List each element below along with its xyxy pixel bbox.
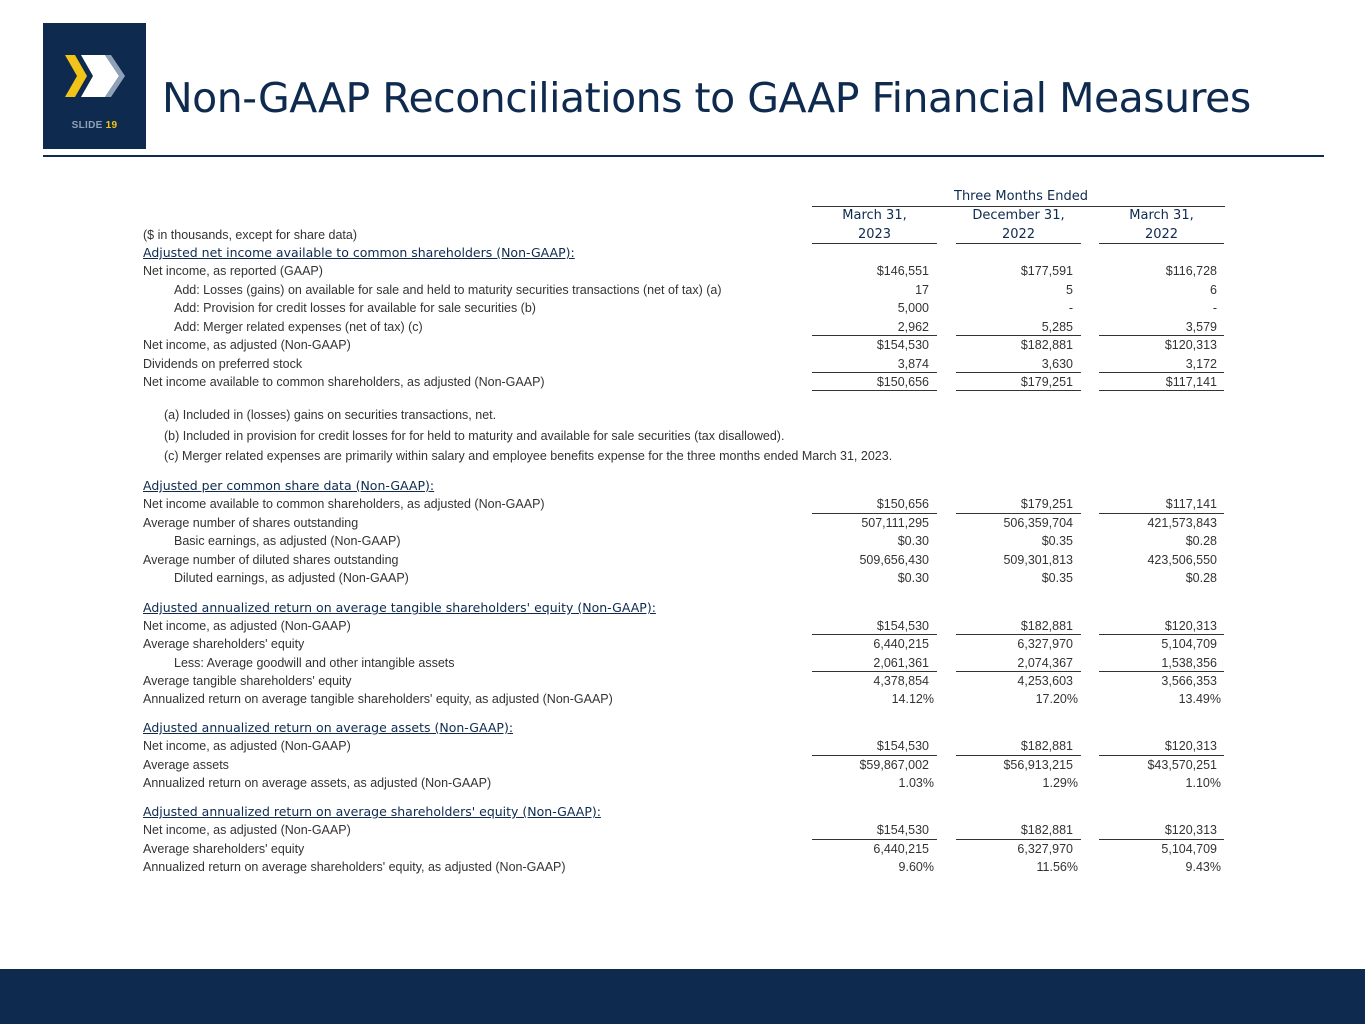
column-rule xyxy=(1099,390,1224,391)
value-cell: $120,313 xyxy=(1164,338,1217,352)
value-cell: 6,327,970 xyxy=(1017,637,1073,651)
value-cell: 5,104,709 xyxy=(1161,842,1217,856)
page-title: Non-GAAP Reconciliations to GAAP Financial Measures xyxy=(162,74,1251,122)
col-header-3-line2: 2022 xyxy=(1144,227,1179,242)
value-cell: $150,656 xyxy=(876,375,929,389)
value-cell: $0.28 xyxy=(1185,534,1217,548)
value-cell: $179,251 xyxy=(1020,375,1073,389)
value-cell: $154,530 xyxy=(876,619,929,633)
row-label: Net income, as reported (GAAP) xyxy=(143,264,323,278)
value-cell: $43,570,251 xyxy=(1147,758,1217,772)
value-cell: 3,579 xyxy=(1185,320,1217,334)
row-label: Add: Losses (gains) on available for sale and held to maturity securities transactions (net of tax) (a) xyxy=(174,283,722,297)
company-logo xyxy=(43,23,146,149)
row-label: Add: Provision for credit losses for available for sale securities (b) xyxy=(174,301,536,315)
footer-bar xyxy=(0,969,1365,1024)
section-heading: Adjusted per common share data (Non-GAAP): xyxy=(143,478,435,493)
row-label: Annualized return on average assets, as adjusted (Non-GAAP) xyxy=(143,776,492,790)
column-rule xyxy=(812,243,937,244)
value-cell: $182,881 xyxy=(1020,619,1073,633)
value-cell: 5,000 xyxy=(897,301,929,315)
value-cell: - xyxy=(1068,301,1073,315)
value-cell: 506,359,704 xyxy=(1003,516,1073,530)
row-label: Less: Average goodwill and other intangible assets xyxy=(174,656,455,670)
value-cell: $59,867,002 xyxy=(859,758,929,772)
footnote: (c) Merger related expenses are primarily within salary and employee benefits expense for the three months ended March 31, 2023. xyxy=(164,449,893,463)
row-label: Net income, as adjusted (Non-GAAP) xyxy=(143,823,351,837)
row-label: Dividends on preferred stock xyxy=(143,357,303,371)
row-label: Net income available to common shareholders, as adjusted (Non-GAAP) xyxy=(143,375,545,389)
value-cell: 509,656,430 xyxy=(859,553,929,567)
value-cell: 1.29% xyxy=(1042,776,1078,790)
value-cell: 3,172 xyxy=(1185,357,1217,371)
row-label: Average shareholders' equity xyxy=(143,842,305,856)
col-header-1-line1: March 31, xyxy=(842,208,907,223)
value-cell: $0.30 xyxy=(897,534,929,548)
section-heading: Adjusted annualized return on average shareholders' equity (Non-GAAP): xyxy=(143,804,601,819)
section-heading: Adjusted annualized return on average assets (Non-GAAP): xyxy=(143,720,514,735)
value-cell: 14.12% xyxy=(891,692,934,706)
value-cell: 1.03% xyxy=(898,776,934,790)
section-heading: Adjusted annualized return on average tangible shareholders' equity (Non-GAAP): xyxy=(143,600,656,615)
value-cell: 2,061,361 xyxy=(873,656,929,670)
value-cell: $0.28 xyxy=(1185,571,1217,585)
value-cell: $182,881 xyxy=(1020,338,1073,352)
value-cell: $150,656 xyxy=(876,497,929,511)
value-cell: $179,251 xyxy=(1020,497,1073,511)
value-cell: $0.35 xyxy=(1041,534,1073,548)
value-cell: $154,530 xyxy=(876,823,929,837)
row-label: Add: Merger related expenses (net of tax) (c) xyxy=(174,320,423,334)
value-cell: 3,874 xyxy=(897,357,929,371)
row-label: Basic earnings, as adjusted (Non-GAAP) xyxy=(174,534,401,548)
col-header-2-line1: December 31, xyxy=(972,208,1065,223)
row-label: Average shareholders' equity xyxy=(143,637,305,651)
value-cell: 5,104,709 xyxy=(1161,637,1217,651)
col-header-1-line2: 2023 xyxy=(857,227,892,242)
value-cell: - xyxy=(1212,301,1217,315)
value-cell: 421,573,843 xyxy=(1147,516,1217,530)
value-cell: 3,566,353 xyxy=(1161,674,1217,688)
value-cell: $182,881 xyxy=(1020,823,1073,837)
value-cell: 9.43% xyxy=(1185,860,1221,874)
value-cell: 1.10% xyxy=(1185,776,1221,790)
col-header-3-line1: March 31, xyxy=(1129,208,1194,223)
value-cell: 11.56% xyxy=(1036,860,1078,874)
period-header: Three Months Ended xyxy=(954,189,1088,204)
value-cell: 2,962 xyxy=(897,320,929,334)
value-cell: 5,285 xyxy=(1041,320,1073,334)
value-cell: $120,313 xyxy=(1164,619,1217,633)
row-label: Annualized return on average shareholders' equity, as adjusted (Non-GAAP) xyxy=(143,860,566,874)
value-cell: 507,111,295 xyxy=(861,516,929,530)
value-cell: $182,881 xyxy=(1020,739,1073,753)
period-header-rule xyxy=(812,206,1225,207)
value-cell: 6 xyxy=(1210,283,1217,297)
column-rule xyxy=(956,243,1081,244)
value-cell: 4,378,854 xyxy=(873,674,929,688)
row-label: Net income, as adjusted (Non-GAAP) xyxy=(143,739,351,753)
row-label: Net income, as adjusted (Non-GAAP) xyxy=(143,619,351,633)
value-cell: $154,530 xyxy=(876,338,929,352)
value-cell: 6,327,970 xyxy=(1017,842,1073,856)
value-cell: $117,141 xyxy=(1165,497,1217,511)
value-cell: 4,253,603 xyxy=(1017,674,1073,688)
value-cell: 9.60% xyxy=(898,860,934,874)
value-cell: $146,551 xyxy=(876,264,929,278)
section-heading: Adjusted net income available to common shareholders (Non-GAAP): xyxy=(143,245,575,260)
value-cell: 6,440,215 xyxy=(873,842,929,856)
row-label: Average tangible shareholders' equity xyxy=(143,674,352,688)
value-cell: 5 xyxy=(1066,283,1073,297)
value-cell: 423,506,550 xyxy=(1147,553,1217,567)
col-header-2-line2: 2022 xyxy=(1001,227,1036,242)
row-label: Average number of shares outstanding xyxy=(143,516,359,530)
value-cell: $177,591 xyxy=(1020,264,1073,278)
row-label: Annualized return on average tangible shareholders' equity, as adjusted (Non-GAAP) xyxy=(143,692,613,706)
value-cell: 6,440,215 xyxy=(873,637,929,651)
value-cell: 3,630 xyxy=(1041,357,1073,371)
value-cell: 17 xyxy=(915,283,929,297)
value-cell: 1,538,356 xyxy=(1161,656,1217,670)
footnote: (a) Included in (losses) gains on securities transactions, net. xyxy=(164,408,497,422)
value-cell: 17.20% xyxy=(1035,692,1078,706)
value-cell: 2,074,367 xyxy=(1017,656,1073,670)
value-cell: $56,913,215 xyxy=(1003,758,1073,772)
row-label: ($ in thousands, except for share data) xyxy=(143,228,358,242)
row-label: Average number of diluted shares outstanding xyxy=(143,553,399,567)
column-rule xyxy=(1099,243,1224,244)
value-cell: 13.49% xyxy=(1178,692,1221,706)
value-cell: $0.35 xyxy=(1041,571,1073,585)
row-label: Diluted earnings, as adjusted (Non-GAAP) xyxy=(174,571,409,585)
value-cell: $117,141 xyxy=(1165,375,1217,389)
value-cell: $0.30 xyxy=(897,571,929,585)
value-cell: $120,313 xyxy=(1164,823,1217,837)
reconciliation-table xyxy=(143,0,1233,960)
row-label: Net income, as adjusted (Non-GAAP) xyxy=(143,338,351,352)
value-cell: $154,530 xyxy=(876,739,929,753)
row-label: Net income available to common shareholders, as adjusted (Non-GAAP) xyxy=(143,497,545,511)
column-rule xyxy=(956,390,1081,391)
value-cell: $120,313 xyxy=(1164,739,1217,753)
column-rule xyxy=(812,390,937,391)
value-cell: 509,301,813 xyxy=(1003,553,1073,567)
value-cell: $116,728 xyxy=(1165,264,1217,278)
footnote: (b) Included in provision for credit losses for for held to maturity and available for sale securities (tax disallowed). xyxy=(164,429,785,443)
row-label: Average assets xyxy=(143,758,229,772)
arrow-logo-icon xyxy=(63,51,127,101)
slide-number-label: SLIDE 19 xyxy=(71,120,118,131)
